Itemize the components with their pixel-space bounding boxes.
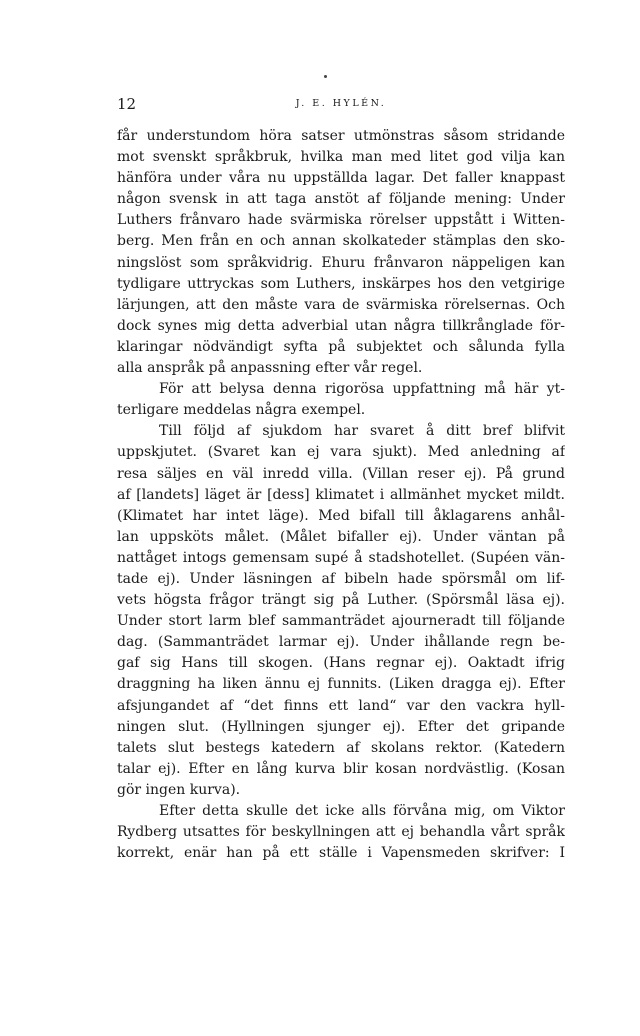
page-header bbox=[117, 95, 565, 115]
text-line: får understundom höra satser utmönstras såsom stridande bbox=[117, 128, 565, 144]
text-line: Till följd af sjukdom har svaret å ditt bref blifvit bbox=[159, 423, 565, 440]
text-line: lärjungen, att den måste vara de svärmiska rörelsernas. Och bbox=[117, 296, 565, 313]
text-line: gör ingen kurva). bbox=[117, 781, 241, 798]
text-line: tade ej). Under läsningen af bibeln hade spörsmål om lif- bbox=[117, 570, 565, 587]
text-line: af [landets] läget är [dess] klimatet i allmänhet mycket mildt. bbox=[117, 486, 565, 503]
text-line: talets slut bestegs katedern af skolans rektor. (Katedern bbox=[117, 739, 565, 756]
text-line: mot svenskt språkbruk, hvilka man med litet god vilja kan bbox=[117, 149, 565, 166]
text-line: nattåget intogs gemensam supé å stadshotellet. (Supéen vän- bbox=[117, 549, 565, 566]
text-line: Efter detta skulle det icke alls förvåna mig, om Viktor bbox=[159, 803, 565, 819]
text-line: (Klimatet har intet läge). Med bifall till åklagarens anhål- bbox=[117, 507, 565, 524]
text-line: berg. Men från en och annan skolkateder stämplas den sko- bbox=[117, 233, 565, 250]
text-line: dag. (Sammanträdet larmar ej). Under ihållande regn be- bbox=[117, 634, 565, 651]
text-line: Luthers frånvaro hade svärmiska rörelser uppstått i Witten- bbox=[117, 212, 565, 229]
text-line: klaringar nödvändigt syfta på subjektet och sålunda fylla bbox=[117, 338, 565, 355]
text-line: dock synes mig detta adverbial utan några tillkrånglade för- bbox=[117, 317, 565, 334]
text-line: För att belysa denna rigorösa uppfattning må här yt- bbox=[159, 381, 565, 398]
text-line: Under stort larm blef sammanträdet ajourneradt till följande bbox=[117, 613, 565, 630]
text-line: lan uppsköts målet. (Målet bifaller ej). Under väntan på bbox=[117, 528, 565, 545]
text-line: hänföra under våra nu uppställda lagar. Det faller knappast bbox=[117, 170, 565, 187]
text-line: korrekt, enär han på ett ställe i Vapensmeden skrifver: I bbox=[117, 845, 565, 862]
text-line: vets högsta frågor trängt sig på Luther. (Spörsmål läsa ej). bbox=[117, 592, 565, 609]
body-text bbox=[117, 126, 565, 864]
running-head: J. E. HYLÉN. bbox=[295, 98, 387, 109]
text-line: någon svensk in att taga anstöt af följande mening: Under bbox=[117, 191, 565, 208]
text-line: talar ej). Efter en lång kurva blir kosan nordvästlig. (Kosan bbox=[117, 760, 565, 777]
text-line: alla anspråk på anpassning efter vår regel. bbox=[117, 360, 423, 377]
text-line: tydligare uttryckas som Luthers, inskärpes hos den vetgirige bbox=[117, 275, 565, 292]
text-line: afsjungandet af “det finns ett land“ var den vackra hyll- bbox=[117, 697, 565, 714]
text-line: draggning ha liken ännu ej funnits. (Liken dragga ej). Efter bbox=[117, 676, 565, 693]
text-line: terligare meddelas några exempel. bbox=[117, 402, 366, 419]
text-line: gaf sig Hans till skogen. (Hans regnar ej). Oaktadt ifrig bbox=[117, 655, 565, 672]
text-line: ningen slut. (Hyllningen sjunger ej). Efter det gripande bbox=[117, 718, 565, 735]
text-line: Rydberg utsattes för beskyllningen att ej behandla vårt språk bbox=[117, 824, 565, 841]
text-line: ningslöst som språkvidrig. Ehuru frånvaron näppeligen kan bbox=[117, 254, 565, 271]
print-speck bbox=[324, 75, 327, 78]
text-line: uppskjutet. (Svaret kan ej vara sjukt). Med anledning af bbox=[117, 444, 565, 461]
page-number: 12 bbox=[117, 95, 137, 113]
text-line: resa säljes en väl inredd villa. (Villan reser ej). På grund bbox=[117, 465, 565, 482]
